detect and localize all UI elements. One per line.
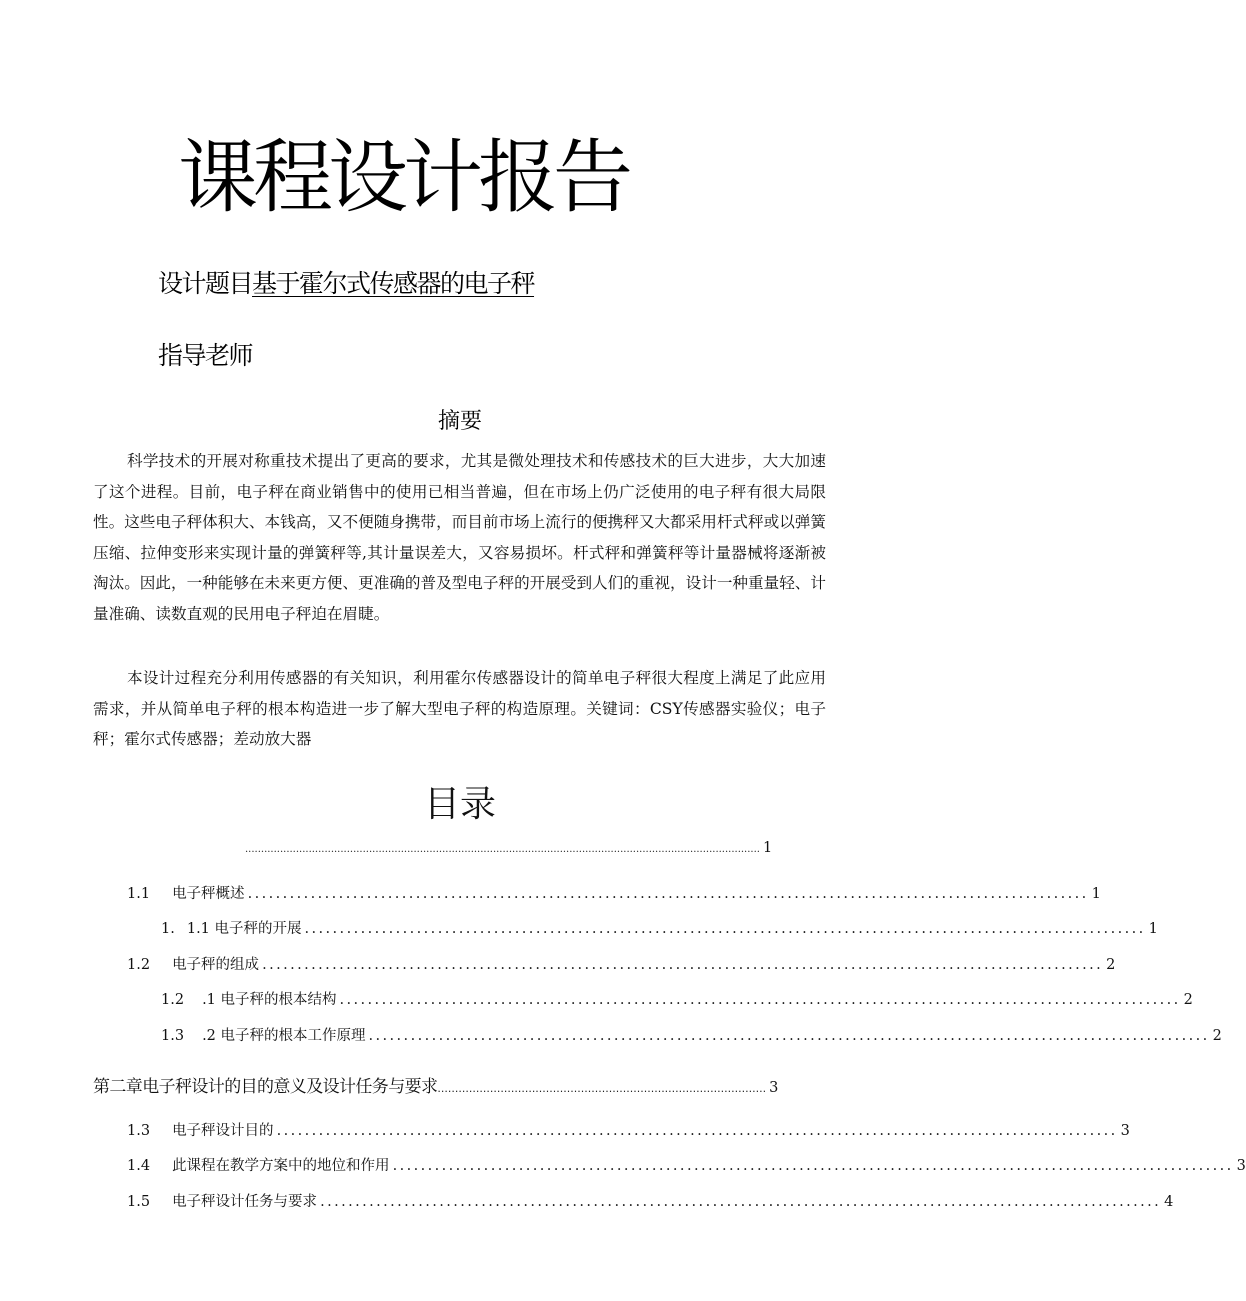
advisor-label: 指导老师 xyxy=(158,341,253,370)
toc-leader-dots: ........................................................................................................................ xyxy=(304,921,1146,937)
toc-entry-page: 1 xyxy=(1148,921,1158,937)
toc-entry-text: 电子秤设计任务与要求 xyxy=(172,1194,318,1210)
toc-entry-number: 1.5 xyxy=(127,1194,151,1210)
toc-entry-1-2[interactable] xyxy=(127,953,1116,975)
toc-entry-text: 电子秤的组成 xyxy=(172,957,260,973)
toc-entry-number: 1.4 xyxy=(127,1158,151,1174)
toc-leader-dots: .............................................................................................. xyxy=(437,1082,767,1095)
toc-entry-page: 2 xyxy=(1106,957,1116,973)
report-title: 课程设计报告 xyxy=(178,131,628,224)
abstract-paragraph-1: 科学技术的开展对称重技术提出了更高的要求，尤其是微处理技术和传感技术的巨大进步，大大加速了这个进程。目前，电子秤在商业销售中的使用已相当普遍，但在市场上仍广泛使用的电子秤有很大局限性。这些电子秤体积大、本钱高，又不便随身携带，而目前市场上流行的便携秤又大都采用杆式秤或以弹簧压缩、拉伸变形来实现计量的弹簧秤等,其计量误差大，又容易损坏。杆式秤和弹簧秤等计量器械将逐渐被淘汰。因此，一种能够在未来更方便、更准确的普及型电子秤的开展受到人们的重视，设计一种重量轻、计量准确、读数直观的民用电子秤迫在眉睫。 xyxy=(93,452,826,623)
toc-entry-text: 1.1 电子秤的开展 xyxy=(186,921,302,937)
toc-entry-1-3-2[interactable] xyxy=(161,1024,1222,1046)
toc-entry-page: 2 xyxy=(1183,992,1193,1008)
toc-entry-page: 1 xyxy=(762,840,773,856)
toc-entry-1-1-1[interactable] xyxy=(161,917,1158,939)
toc-leader-dots: ........................................................................................................................ xyxy=(339,992,1181,1008)
abstract-heading: 摘要 xyxy=(437,409,482,434)
toc-entry-page: 2 xyxy=(1212,1028,1222,1044)
toc-entry-number: 1.1 xyxy=(127,886,151,902)
toc-entry-1-5[interactable] xyxy=(127,1190,1174,1212)
toc-entry-top[interactable] xyxy=(245,840,773,862)
toc-entry-page: 3 xyxy=(1120,1123,1130,1139)
toc-entry-text: 电子秤概述 xyxy=(172,886,245,902)
toc-entry-page: 3 xyxy=(1236,1158,1246,1174)
toc-entry-page: 1 xyxy=(1091,886,1101,902)
toc-leader-dots: .................................................................................................................................................................. xyxy=(245,844,760,855)
toc-entry-text: .2 电子秤的根本工作原理 xyxy=(202,1028,366,1044)
toc-entry-number: 1.3 xyxy=(161,1028,185,1044)
toc-entry-text: 此课程在教学方案中的地位和作用 xyxy=(172,1158,390,1174)
toc-leader-dots: ........................................................................................................................ xyxy=(247,886,1089,902)
toc-entry-1-4[interactable] xyxy=(127,1154,1246,1176)
toc-entry-chapter-2[interactable] xyxy=(93,1072,778,1097)
topic-field xyxy=(158,264,534,300)
topic-label: 设计题目 xyxy=(158,269,253,298)
toc-entry-1-3[interactable] xyxy=(127,1119,1130,1141)
toc-leader-dots: ........................................................................................................................ xyxy=(392,1158,1234,1174)
toc-leader-dots: ........................................................................................................................ xyxy=(368,1028,1210,1044)
toc-leader-dots: ........................................................................................................................ xyxy=(276,1123,1118,1139)
advisor-field xyxy=(158,336,252,372)
toc-entry-page: 4 xyxy=(1164,1194,1174,1210)
abstract-paragraph-2: 本设计过程充分利用传感器的有关知识，利用霍尔传感器设计的简单电子秤很大程度上满足了此应用需求，并从简单电子秤的根本构造进一步了解大型电子秤的构造原理。关键词：CSY传感器实验仪；电子秤；霍尔式传感器；差动放大器 xyxy=(93,669,826,748)
toc-entry-text: 第二章电子秤设计的目的意义及设计任务与要求 xyxy=(93,1077,438,1097)
toc-entry-text: .1 电子秤的根本结构 xyxy=(202,992,337,1008)
topic-value: 基于霍尔式传感器的电子秤 xyxy=(252,269,535,298)
toc-leader-dots: ........................................................................................................................ xyxy=(320,1194,1162,1210)
toc-entry-page: 3 xyxy=(769,1080,778,1096)
toc-entry-1-1[interactable] xyxy=(127,882,1101,904)
toc-entry-1-2-1[interactable] xyxy=(161,988,1193,1010)
toc-entry-number: 1. xyxy=(161,921,175,937)
toc-entry-text: 电子秤设计目的 xyxy=(172,1123,274,1139)
toc-entry-number: 1.3 xyxy=(127,1123,151,1139)
toc-entry-number: 1.2 xyxy=(161,992,185,1008)
toc-heading: 目录 xyxy=(423,784,496,825)
toc-leader-dots: ........................................................................................................................ xyxy=(262,957,1104,973)
toc-entry-number: 1.2 xyxy=(127,957,151,973)
